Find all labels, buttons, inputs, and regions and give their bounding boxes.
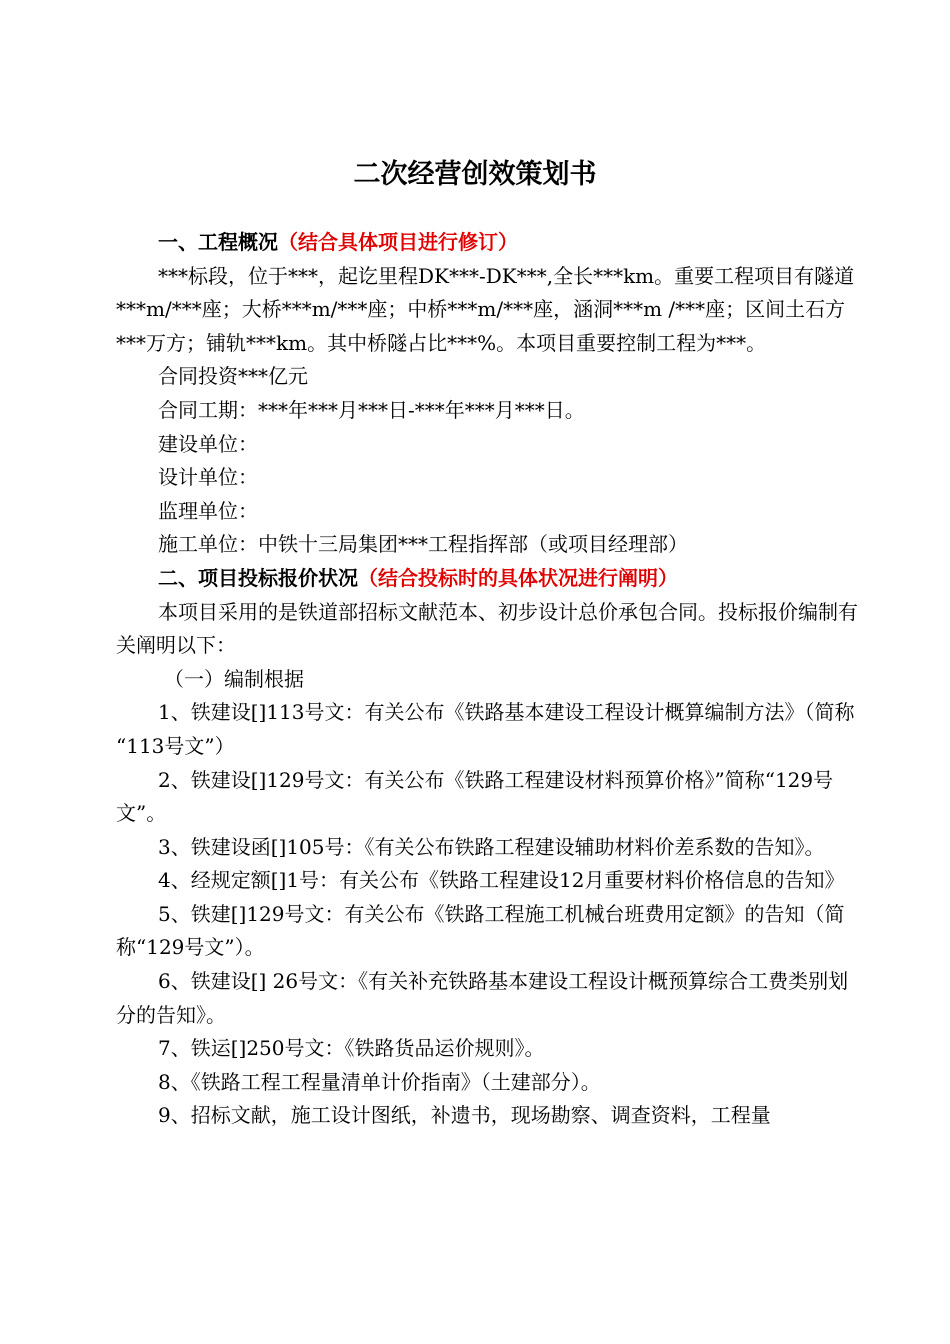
section2-subheading: （一）编制根据 xyxy=(164,666,304,691)
section1-supervisor: 监理单位： xyxy=(158,498,258,523)
section1-overview: ***标段，位于***，起讫里程DK***-DK***,全长***km。重要工程项目有隧道***m/***座；大桥***m/***座；中桥***m/***座，涵洞***m /***座；区间土石方***万方；铺轨***km。其中桥隧占比***%。本项目重要控制工程为***。 xyxy=(116,263,855,355)
section1-investment: 合同投资***亿元 xyxy=(158,364,308,389)
basis-item-5: 5、铁建[]129号文：有关公布《铁路工程施工机械台班费用定额》的告知（简称“129号文”）。 xyxy=(116,901,845,960)
section2-heading-line xyxy=(116,562,858,596)
basis-item-6: 6、铁建设[] 26号文：《有关补充铁路基本建设工程设计概预算综合工费类别划分的告知》。 xyxy=(116,969,849,1027)
section1-contractor: 施工单位：中铁十三局集团***工程指挥部（或项目经理部） xyxy=(158,532,688,557)
section1-owner: 建设单位： xyxy=(158,431,258,456)
document-title: 二次经营创效策划书 xyxy=(353,159,597,190)
section1-note: （结合具体项目进行修订） xyxy=(278,230,518,254)
basis-item-2: 2、铁建设[]129号文：有关公布《铁路工程建设材料预算价格》”简称“129号文”。 xyxy=(116,767,834,826)
section1-designer: 设计单位： xyxy=(158,465,258,490)
section1-period: 合同工期：***年***月***日-***年***月***日。 xyxy=(158,397,585,422)
basis-item-7: 7、铁运[]250号文：《铁路货品运价规则》。 xyxy=(158,1036,545,1061)
section1-heading-line xyxy=(116,226,858,260)
document-body xyxy=(116,226,858,1133)
section1-heading: 一、工程概况 xyxy=(158,230,278,254)
basis-item-8: 8、《铁路工程工程量清单计价指南》（土建部分）。 xyxy=(158,1069,601,1094)
basis-item-3: 3、铁建设函[]105号：《有关公布铁路工程建设辅助材料价差系数的告知》。 xyxy=(158,834,825,859)
section2-note: （结合投标时的具体状况进行阐明） xyxy=(358,565,678,590)
basis-item-9: 9、招标文献，施工设计图纸，补遗书，现场勘察、调查资料，工程量 xyxy=(158,1103,771,1128)
basis-item-1: 1、铁建设[]113号文：有关公布《铁路基本建设工程设计概算编制方法》（简称 “113号文”） xyxy=(116,700,855,758)
section2-intro: 本项目采用的是铁道部招标文献范本、初步设计总价承包合同。投标报价编制有关阐明以下： xyxy=(116,599,858,658)
section2-heading: 二、项目投标报价状况 xyxy=(158,565,358,590)
basis-item-4: 4、经规定额[]1号：有关公布《铁路工程建设12月重要材料价格信息的告知》 xyxy=(158,868,845,893)
